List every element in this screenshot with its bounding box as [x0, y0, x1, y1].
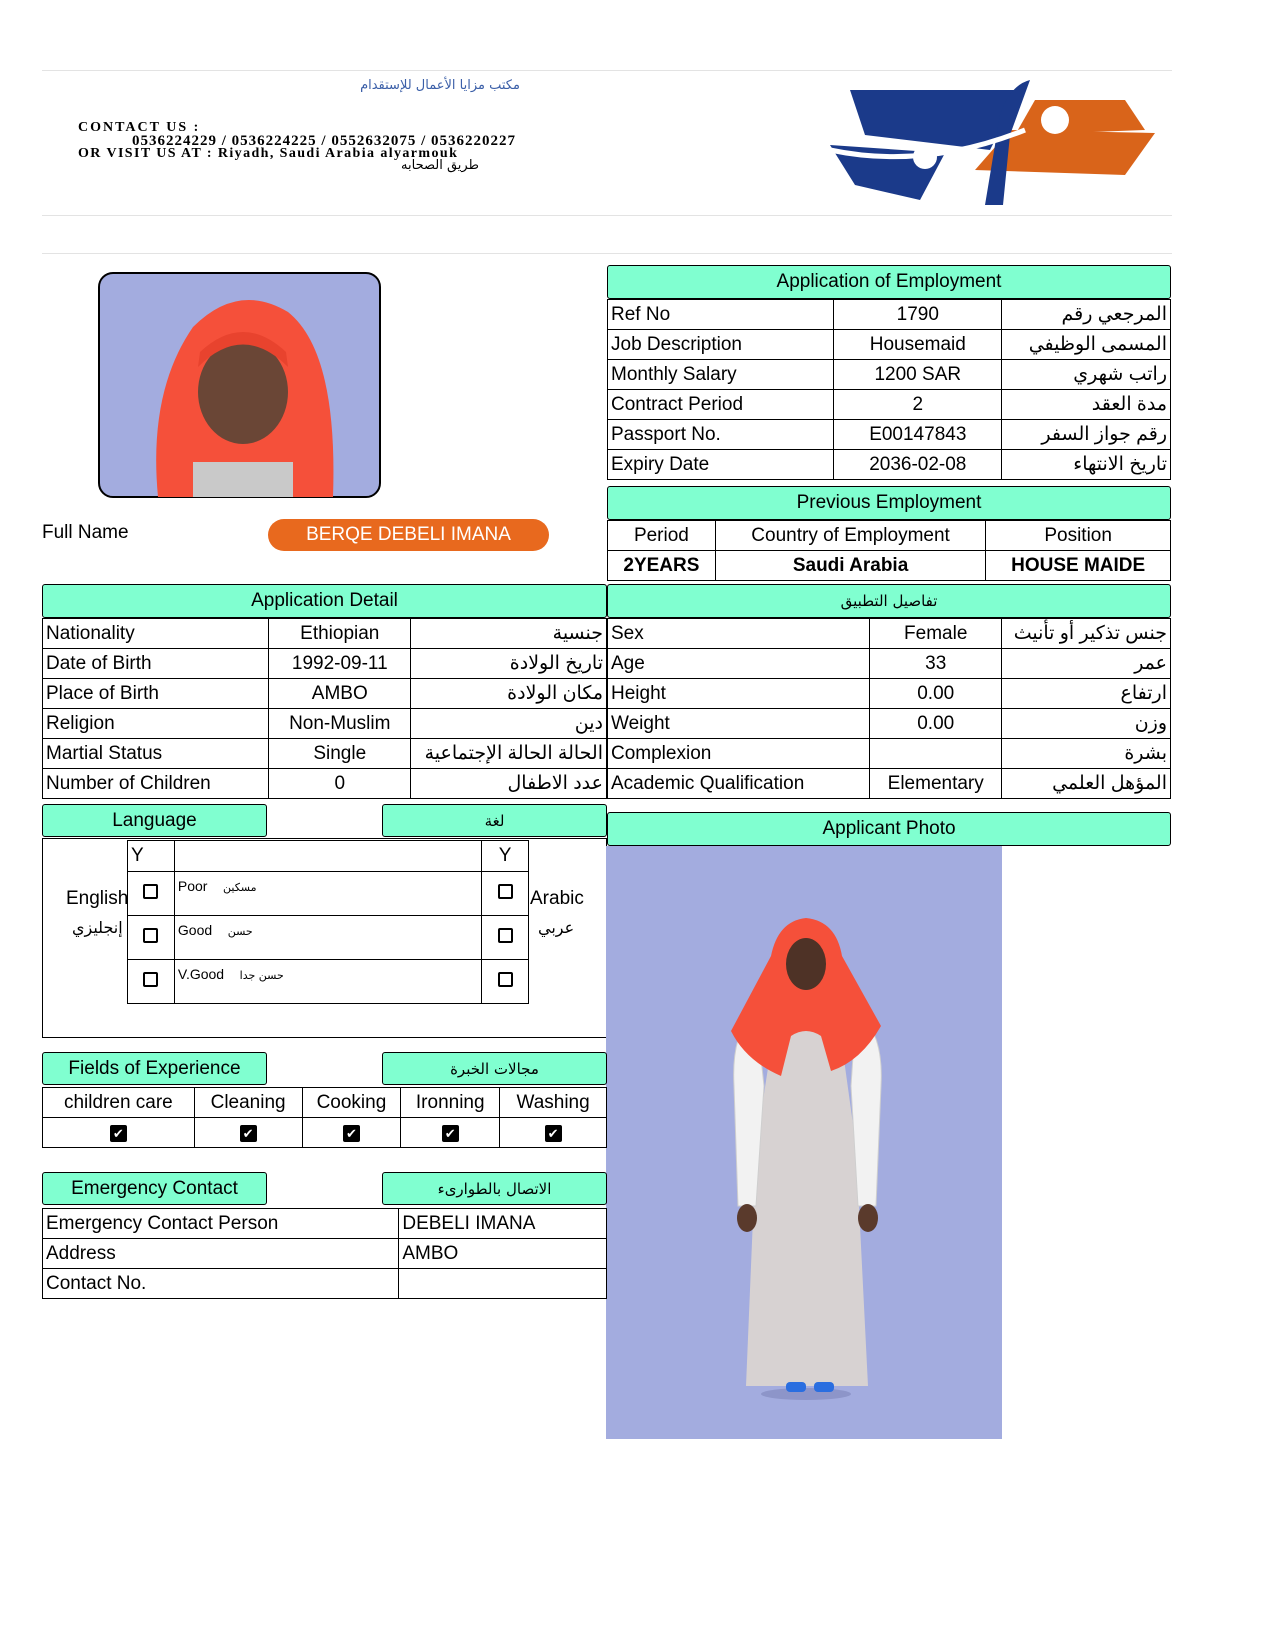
- language-grid: [127, 840, 529, 1004]
- experience-table: [42, 1087, 607, 1148]
- y-label: Y: [128, 841, 175, 872]
- table-row: [608, 709, 1171, 739]
- application-detail-left-table: [42, 618, 607, 799]
- age-value: 33: [870, 649, 1002, 679]
- level-label: V.Good: [177, 966, 225, 982]
- row-label: Expiry Date: [608, 450, 834, 480]
- language-header-arabic: لغة: [382, 804, 607, 837]
- job-description-value: Housemaid: [834, 330, 1002, 360]
- row-label-arabic: جنسية: [411, 619, 607, 649]
- application-detail-header: Application Detail: [42, 584, 607, 618]
- column-header: Ironning: [401, 1088, 500, 1118]
- level-label: Good: [177, 922, 213, 938]
- ironing-checkbox[interactable]: ✔: [401, 1118, 500, 1148]
- level-cell: [174, 960, 481, 1004]
- height-value: 0.00: [870, 679, 1002, 709]
- table-row: [43, 649, 607, 679]
- table-row: [608, 679, 1171, 709]
- row-label-arabic: رقم جواز السفر: [1002, 420, 1171, 450]
- table-row: [608, 450, 1171, 480]
- table-row: [43, 739, 607, 769]
- table-row: [608, 551, 1171, 581]
- table-row: [608, 649, 1171, 679]
- emergency-table: [42, 1208, 607, 1299]
- level-label-arabic: حسن: [227, 925, 253, 938]
- column-header: Cleaning: [194, 1088, 302, 1118]
- row-label-arabic: عدد الاطفال: [411, 769, 607, 799]
- row-label-arabic: ارتفاع: [1002, 679, 1171, 709]
- table-header-row: [128, 841, 529, 872]
- table-row: [608, 619, 1171, 649]
- previous-employment-header: Previous Employment: [607, 486, 1171, 520]
- table-row: [608, 420, 1171, 450]
- row-label-arabic: المرجعي رقم: [1002, 300, 1171, 330]
- column-header: Cooking: [302, 1088, 401, 1118]
- full-name-label: Full Name: [42, 522, 129, 543]
- weight-value: 0.00: [870, 709, 1002, 739]
- english-label-arabic: إنجليزي: [72, 918, 123, 937]
- row-label-arabic: عمر: [1002, 649, 1171, 679]
- contact-label: CONTACT US :: [78, 120, 201, 135]
- row-label: Date of Birth: [43, 649, 269, 679]
- period-value: 2YEARS: [608, 551, 716, 581]
- english-poor-checkbox[interactable]: [128, 872, 175, 916]
- cooking-checkbox[interactable]: ✔: [302, 1118, 401, 1148]
- english-label: English: [66, 888, 129, 909]
- row-label: Nationality: [43, 619, 269, 649]
- english-vgood-checkbox[interactable]: [128, 960, 175, 1004]
- table-row: [128, 872, 529, 916]
- row-label: Sex: [608, 619, 870, 649]
- arabic-good-checkbox[interactable]: [482, 916, 529, 960]
- arabic-vgood-checkbox[interactable]: [482, 960, 529, 1004]
- office-name-arabic: مكتب مزايا الأعمال للإستقدام: [360, 78, 520, 93]
- contact-no-value: [399, 1269, 607, 1299]
- column-header: children care: [43, 1088, 195, 1118]
- table-row: [43, 679, 607, 709]
- header-bottom-rule: [42, 215, 1172, 216]
- contract-period-value: 2: [834, 390, 1002, 420]
- monthly-salary-value: 1200 SAR: [834, 360, 1002, 390]
- row-label-arabic: بشرة: [1002, 739, 1171, 769]
- column-header: Washing: [500, 1088, 607, 1118]
- row-label: Age: [608, 649, 870, 679]
- level-label: Poor: [177, 878, 208, 894]
- previous-employment-table: [607, 520, 1171, 581]
- row-label-arabic: الحالة الحالة الإجتماعية: [411, 739, 607, 769]
- country-value: Saudi Arabia: [715, 551, 986, 581]
- complexion-value: [870, 739, 1002, 769]
- level-cell: [174, 916, 481, 960]
- table-row: [128, 916, 529, 960]
- street-arabic: طريق الصحابه: [401, 158, 479, 173]
- level-label-arabic: حسن جدا: [239, 969, 284, 982]
- table-row: [608, 360, 1171, 390]
- row-label: Contract Period: [608, 390, 834, 420]
- application-detail-right-table: [607, 618, 1171, 799]
- header-top-rule: [42, 70, 1172, 71]
- table-row: [43, 1269, 607, 1299]
- row-label-arabic: جنس تذكير أو تأنيث: [1002, 619, 1171, 649]
- table-row: [608, 330, 1171, 360]
- row-label: Place of Birth: [43, 679, 269, 709]
- employment-header: Application of Employment: [607, 265, 1171, 299]
- column-header: Position: [986, 521, 1171, 551]
- academic-qualification-value: Elementary: [870, 769, 1002, 799]
- column-header: Country of Employment: [715, 521, 986, 551]
- column-header: Period: [608, 521, 716, 551]
- passport-no-value: E00147843: [834, 420, 1002, 450]
- emergency-header: Emergency Contact: [42, 1172, 267, 1205]
- english-good-checkbox[interactable]: [128, 916, 175, 960]
- table-header-row: [608, 521, 1171, 551]
- company-logo: [825, 75, 1155, 210]
- language-header: Language: [42, 804, 267, 837]
- table-row: [608, 390, 1171, 420]
- table-row: [43, 1239, 607, 1269]
- table-row: [608, 769, 1171, 799]
- row-label: Martial Status: [43, 739, 269, 769]
- row-label: Religion: [43, 709, 269, 739]
- expiry-date-value: 2036-02-08: [834, 450, 1002, 480]
- address-value: AMBO: [399, 1239, 607, 1269]
- place-of-birth-value: AMBO: [269, 679, 411, 709]
- portrait-photo: [98, 272, 381, 498]
- row-label: Emergency Contact Person: [43, 1209, 399, 1239]
- employment-table: [607, 299, 1171, 480]
- religion-value: Non-Muslim: [269, 709, 411, 739]
- contact-phones: 0536224229 / 0536224225 / 0552632075 / 0536220227: [132, 133, 517, 149]
- row-label-arabic: المؤهل العلمي: [1002, 769, 1171, 799]
- row-label: Address: [43, 1239, 399, 1269]
- arabic-poor-checkbox[interactable]: [482, 872, 529, 916]
- table-header-row: [43, 1088, 607, 1118]
- table-row: [43, 769, 607, 799]
- experience-header: Fields of Experience: [42, 1052, 267, 1085]
- visit-address: OR VISIT US AT : Riyadh, Saudi Arabia alyarmouk: [78, 146, 459, 161]
- applicant-full-photo: [606, 846, 1002, 1439]
- sex-value: Female: [870, 619, 1002, 649]
- emergency-person-value: DEBELI IMANA: [399, 1209, 607, 1239]
- arabic-label: Arabic: [530, 888, 584, 909]
- row-label: Height: [608, 679, 870, 709]
- marital-status-value: Single: [269, 739, 411, 769]
- date-of-birth-value: 1992-09-11: [269, 649, 411, 679]
- table-row: [43, 1118, 607, 1148]
- table-row: [43, 1209, 607, 1239]
- table-row: [128, 960, 529, 1004]
- row-label-arabic: مكان الولادة: [411, 679, 607, 709]
- y-label: Y: [482, 841, 529, 872]
- row-label: Ref No: [608, 300, 834, 330]
- number-of-children-value: 0: [269, 769, 411, 799]
- full-name-pill: BERQE DEBELI IMANA: [268, 519, 549, 551]
- row-label-arabic: المسمى الوظيفي: [1002, 330, 1171, 360]
- arabic-label-arabic: عربي: [538, 918, 575, 937]
- position-value: HOUSE MAIDE: [986, 551, 1171, 581]
- table-row: [608, 300, 1171, 330]
- row-label-arabic: مدة العقد: [1002, 390, 1171, 420]
- row-label-arabic: تاريخ الانتهاء: [1002, 450, 1171, 480]
- row-label-arabic: وزن: [1002, 709, 1171, 739]
- nationality-value: Ethiopian: [269, 619, 411, 649]
- row-label: Number of Children: [43, 769, 269, 799]
- emergency-header-arabic: الاتصال بالطوارىء: [382, 1172, 607, 1205]
- blank-cell: [174, 841, 481, 872]
- row-label: Monthly Salary: [608, 360, 834, 390]
- row-label-arabic: دين: [411, 709, 607, 739]
- level-label-arabic: مسكين: [223, 881, 257, 894]
- row-label-arabic: تاريخ الولادة: [411, 649, 607, 679]
- table-row: [608, 739, 1171, 769]
- applicant-photo-header: Applicant Photo: [607, 812, 1171, 846]
- table-row: [43, 619, 607, 649]
- cleaning-checkbox[interactable]: ✔: [194, 1118, 302, 1148]
- row-label: Academic Qualification: [608, 769, 870, 799]
- row-label: Weight: [608, 709, 870, 739]
- row-label: Contact No.: [43, 1269, 399, 1299]
- level-cell: [174, 872, 481, 916]
- row-label: Passport No.: [608, 420, 834, 450]
- row-label-arabic: راتب شهري: [1002, 360, 1171, 390]
- table-row: [43, 709, 607, 739]
- washing-checkbox[interactable]: ✔: [500, 1118, 607, 1148]
- children-care-checkbox[interactable]: ✔: [43, 1118, 195, 1148]
- section-rule: [42, 253, 1172, 254]
- experience-header-arabic: مجالات الخبرة: [382, 1052, 607, 1085]
- row-label: Complexion: [608, 739, 870, 769]
- ref-no-value: 1790: [834, 300, 1002, 330]
- application-detail-header-arabic: تفاصيل التطبيق: [607, 584, 1171, 618]
- row-label: Job Description: [608, 330, 834, 360]
